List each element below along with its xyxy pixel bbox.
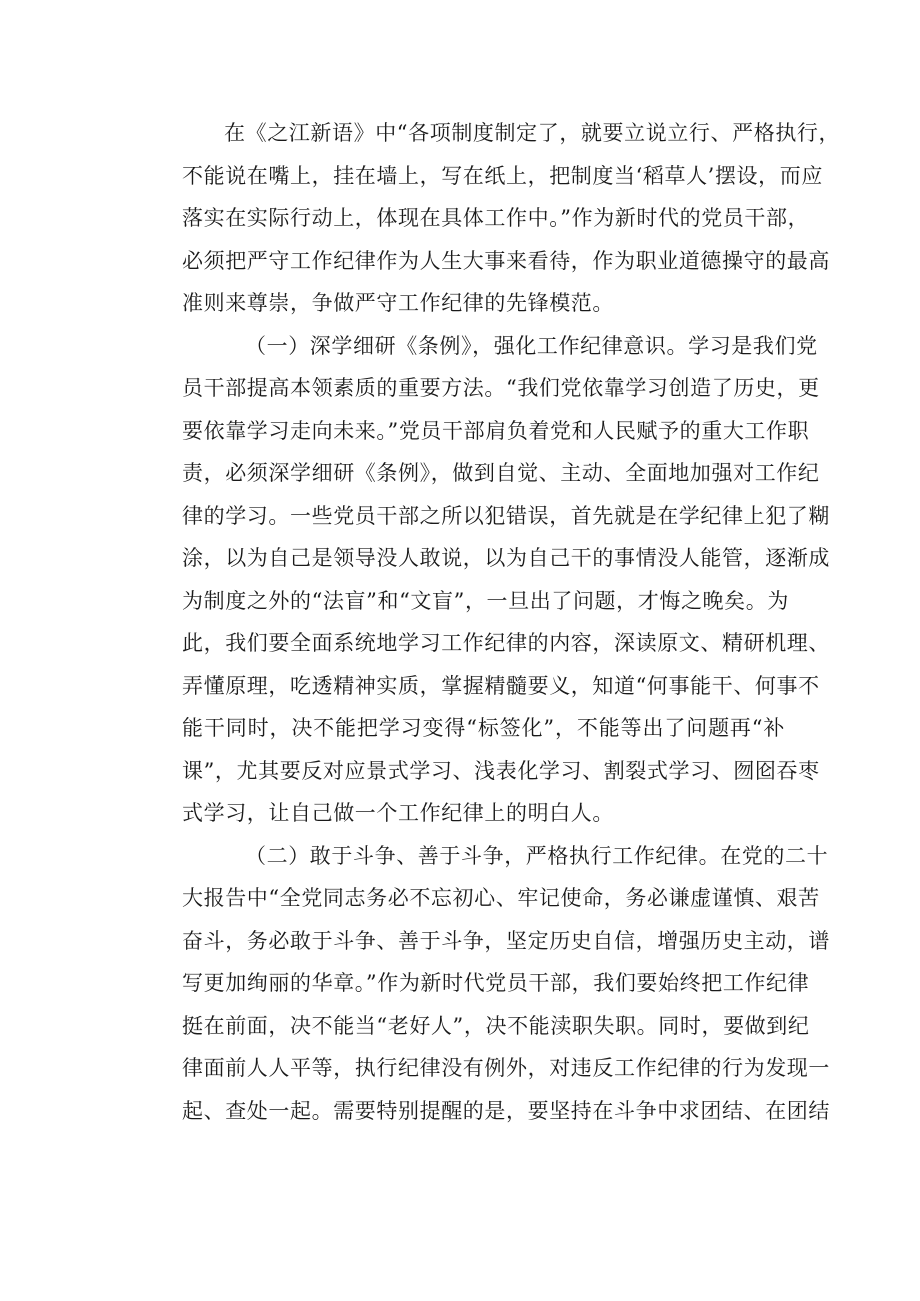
text-line: 挺在前面，决不能当“老好人”，决不能渎职失职。同时，要做到纪: [182, 1013, 810, 1038]
text-line: 落实在实际行动上，体现在具体工作中。”作为新时代的党员干部，: [182, 206, 810, 230]
text-line: 要依靠学习走向未来。”党员干部肩负着党和人民赋予的重大工作职: [182, 418, 810, 443]
text-line: 准则来尊崇，争做严守工作纪律的先锋模范。: [182, 291, 614, 315]
text-line: 不能说在嘴上，挂在墙上，写在纸上，把制度当‘稻草人’摆设，而应: [182, 163, 823, 188]
section-heading-line: （二）敢于斗争、善于斗争，严格执行工作纪律。在党的二十: [245, 843, 829, 868]
text-line: 弄懂原理，吃透精神实质，掌握精髓要义，知道“何事能干、何事不: [182, 673, 820, 698]
text-line: 此，我们要全面系统地学习工作纪律的内容，深读原文、精研机理、: [182, 631, 830, 655]
paragraph-section-two: [140, 835, 830, 1133]
text-line: 员干部提高本领素质的重要方法。“我们党依靠学习创造了历史，更: [182, 376, 820, 400]
text-line: 责，必须深学细研《条例》，做到自觉、主动、全面地加强对工作纪: [182, 461, 820, 485]
text-line: 式学习，让自己做一个工作纪律上的明白人。: [182, 801, 614, 825]
text-line: 在《之江新语》中“各项制度制定了，就要立说立行、严格执行，: [224, 121, 841, 145]
text-line: 起、查处一起。需要特别提醒的是，要坚持在斗争中求团结、在团结: [182, 1098, 830, 1123]
paragraph-section-one: [140, 325, 830, 835]
text-line: 能干同时，决不能把学习变得“标签化”，不能等出了问题再“补: [182, 716, 785, 740]
body-text: [140, 112, 841, 1132]
text-line: 写更加绚丽的华章。”作为新时代党员干部，我们要始终把工作纪律: [182, 971, 810, 995]
text-line: 律的学习。一些党员干部之所以犯错误，首先就是在学纪律上犯了糊: [182, 503, 830, 528]
text-line: 必须把严守工作纪律作为人生大事来看待，作为职业道德操守的最高: [182, 248, 830, 273]
text-line: 涂，以为自己是领导没人敢说，以为自己干的事情没人能管，逐渐成: [182, 546, 830, 570]
text-line: 为制度之外的“法盲”和“文盲”，一旦出了问题，才悔之晚矣。为: [182, 588, 789, 613]
text-line: 奋斗，务必敢于斗争、善于斗争，坚定历史自信，增强历史主动，谱: [182, 928, 830, 953]
text-line: 律面前人人平等，执行纪律没有例外，对违反工作纪律的行为发现一: [182, 1056, 830, 1080]
text-line: 大报告中“全党同志务必不忘初心、牢记使命，务必谦虚谨慎、艰苦: [182, 886, 820, 910]
text-line: 课”，尤其要反对应景式学习、浅表化学习、割裂式学习、囫囵吞枣: [182, 758, 820, 783]
paragraph-intro: [140, 112, 841, 325]
section-heading-line: （一）深学细研《条例》，强化工作纪律意识。学习是我们党: [245, 333, 818, 358]
